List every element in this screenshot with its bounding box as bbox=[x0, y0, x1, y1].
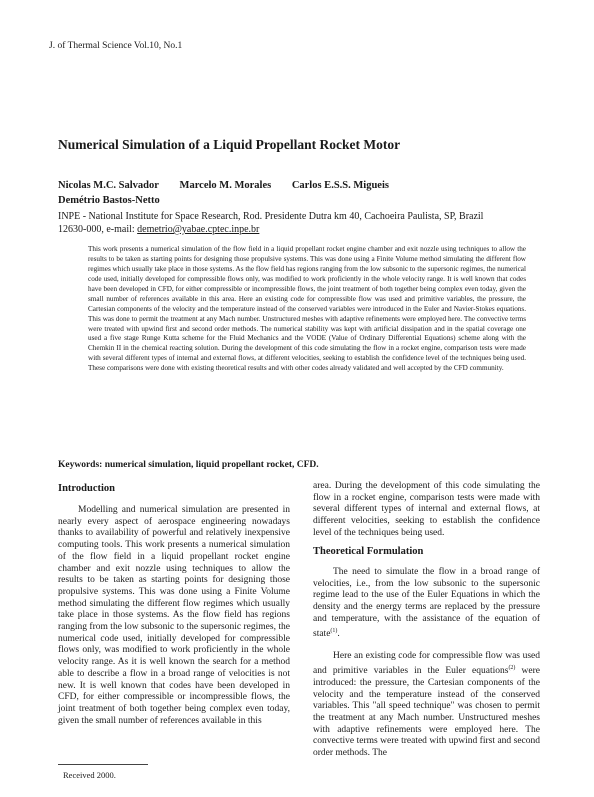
citation-ref: (2) bbox=[508, 665, 516, 672]
paragraph-text: The need to simulate the flow in a broad range of velocities, i.e., from the low subsonic to the supersonic regime lead to the use of the Euler Equations in which the density and the energy terms are replaced by the pressure and temperature, with the assistance of the equation of state bbox=[313, 567, 540, 639]
section-heading-theoretical: Theoretical Formulation bbox=[313, 546, 424, 557]
introduction-body bbox=[58, 505, 290, 727]
paragraph-text: Here an existing code for compressible flow was used and primitive variables in the Euler equations bbox=[313, 651, 540, 677]
affiliation: INPE - National Institute for Space Research, Rod. Presidente Dutra km 40, Cachoeira Paulista, SP, Brazil bbox=[58, 211, 484, 222]
abstract: This work presents a numerical simulation of the flow field in a liquid propellant rocket engine chamber and exit nozzle using techniques to allow the results to be taken as starting points for designing those propulsive systems. This was done using a Finite Volume method simulating the different flow regimes which usually take place in those systems. As the flow field has regions ranging from the low subsonic to the supersonic regimes, the numerical code used, initially developed for compressible flows only, was modified to work proficiently in the whole velocity range. It is well known that codes have been developed in CFD, for either compressible or incompressible flows, the joint treatment of both together being complex even today, given the small number of references available in this area. Here an existing code for compressible flow was used and primitive variables, the pressure, the Cartesian components of the velocity and the temperature instead of the conserved variables were introduced in the Euler and Navier-Stokes equations. This was done to permit the treatment at any Mach number. Unstructured meshes with adaptive refinements were employed here. The convective terms were treated with upwind first and second order methods. The numerical stability was kept with artificial dissipation and in the spatial coverage one used a five stage Runge Kutta scheme for the Fluid Mechanics and the VODE (Value of Ordinary Differential Equations) scheme along with the Chemkin II in the chemical reacting solution. During the development of this code simulating the flow in a rocket engine, comparison tests were made with several different types of internal and external flows, at different velocities, seeking to establish the confidence level of the techniques being used. These comparisons were done with existing theoretical results and with other codes already validated and well accepted by the CFD community. bbox=[88, 245, 526, 373]
citation-ref: (1) bbox=[330, 627, 338, 634]
footnote-divider bbox=[58, 764, 148, 765]
paragraph-text: . bbox=[337, 628, 340, 639]
author-name: Marcelo M. Morales bbox=[179, 180, 272, 191]
affiliation-contact bbox=[58, 224, 259, 235]
theoretical-body bbox=[313, 567, 540, 760]
postal-code-label: 12630-000, e-mail: bbox=[58, 224, 138, 235]
journal-header: J. of Thermal Science Vol.10, No.1 bbox=[49, 41, 183, 51]
section-heading-introduction: Introduction bbox=[58, 483, 115, 494]
email-link[interactable]: demetrio@yabae.cptec.inpe.br bbox=[137, 224, 260, 235]
author-name: Nicolas M.C. Salvador bbox=[58, 180, 159, 191]
paragraph: area. During the development of this code simulating the flow in a rocket engine, comparison tests were made with several different types of internal and external flows, at different velocities, seeking to establish the confidence level of the techniques being used. bbox=[313, 481, 540, 538]
paragraph bbox=[313, 651, 540, 759]
paragraph: Modelling and numerical simulation are presented in nearly every aspect of aerospace engineering nowadays thanks to availability of powerful and relatively inexpensive computing tools. This work presents a numerical simulation of the flow field in a liquid propellant rocket engine chamber and exit nozzle using techniques to allow the results to be taken as starting points for designing those propulsive systems. This was done using a Finite Volume method simulating the different flow regimes which usually take place in those systems. As the flow field has regions ranging from the low subsonic to the supersonic regimes, the numerical code used, initially developed for compressible flows only, was modified to work proficiently in the whole velocity range. As it is well known the search for a method able to describe a flow in a broad range of velocities is not new. It is well known that codes have been developed in CFD, for either compressible or incompressible flows, the joint treatment of both together being complex even today, given the small number of references available in this bbox=[58, 505, 290, 726]
author-list bbox=[58, 180, 407, 191]
received-date: Received 2000. bbox=[63, 770, 116, 780]
paragraph bbox=[313, 567, 540, 640]
introduction-continuation bbox=[313, 481, 540, 540]
paper-title: Numerical Simulation of a Liquid Propellant Rocket Motor bbox=[58, 137, 401, 152]
author-name: Demétrio Bastos-Netto bbox=[58, 195, 160, 206]
paragraph-text: were introduced: the pressure, the Cartesian components of the velocity and the temperature instead of the conserved variables. This "all speed technique" was chosen to permit the treatment at any Mach number. Unstructured meshes with adaptive refinements were employed here. The convective terms were treated with upwind first and second order methods. The bbox=[313, 666, 540, 759]
keywords: Keywords: numerical simulation, liquid propellant rocket, CFD. bbox=[58, 460, 319, 470]
author-name: Carlos E.S.S. Migueis bbox=[291, 180, 389, 191]
